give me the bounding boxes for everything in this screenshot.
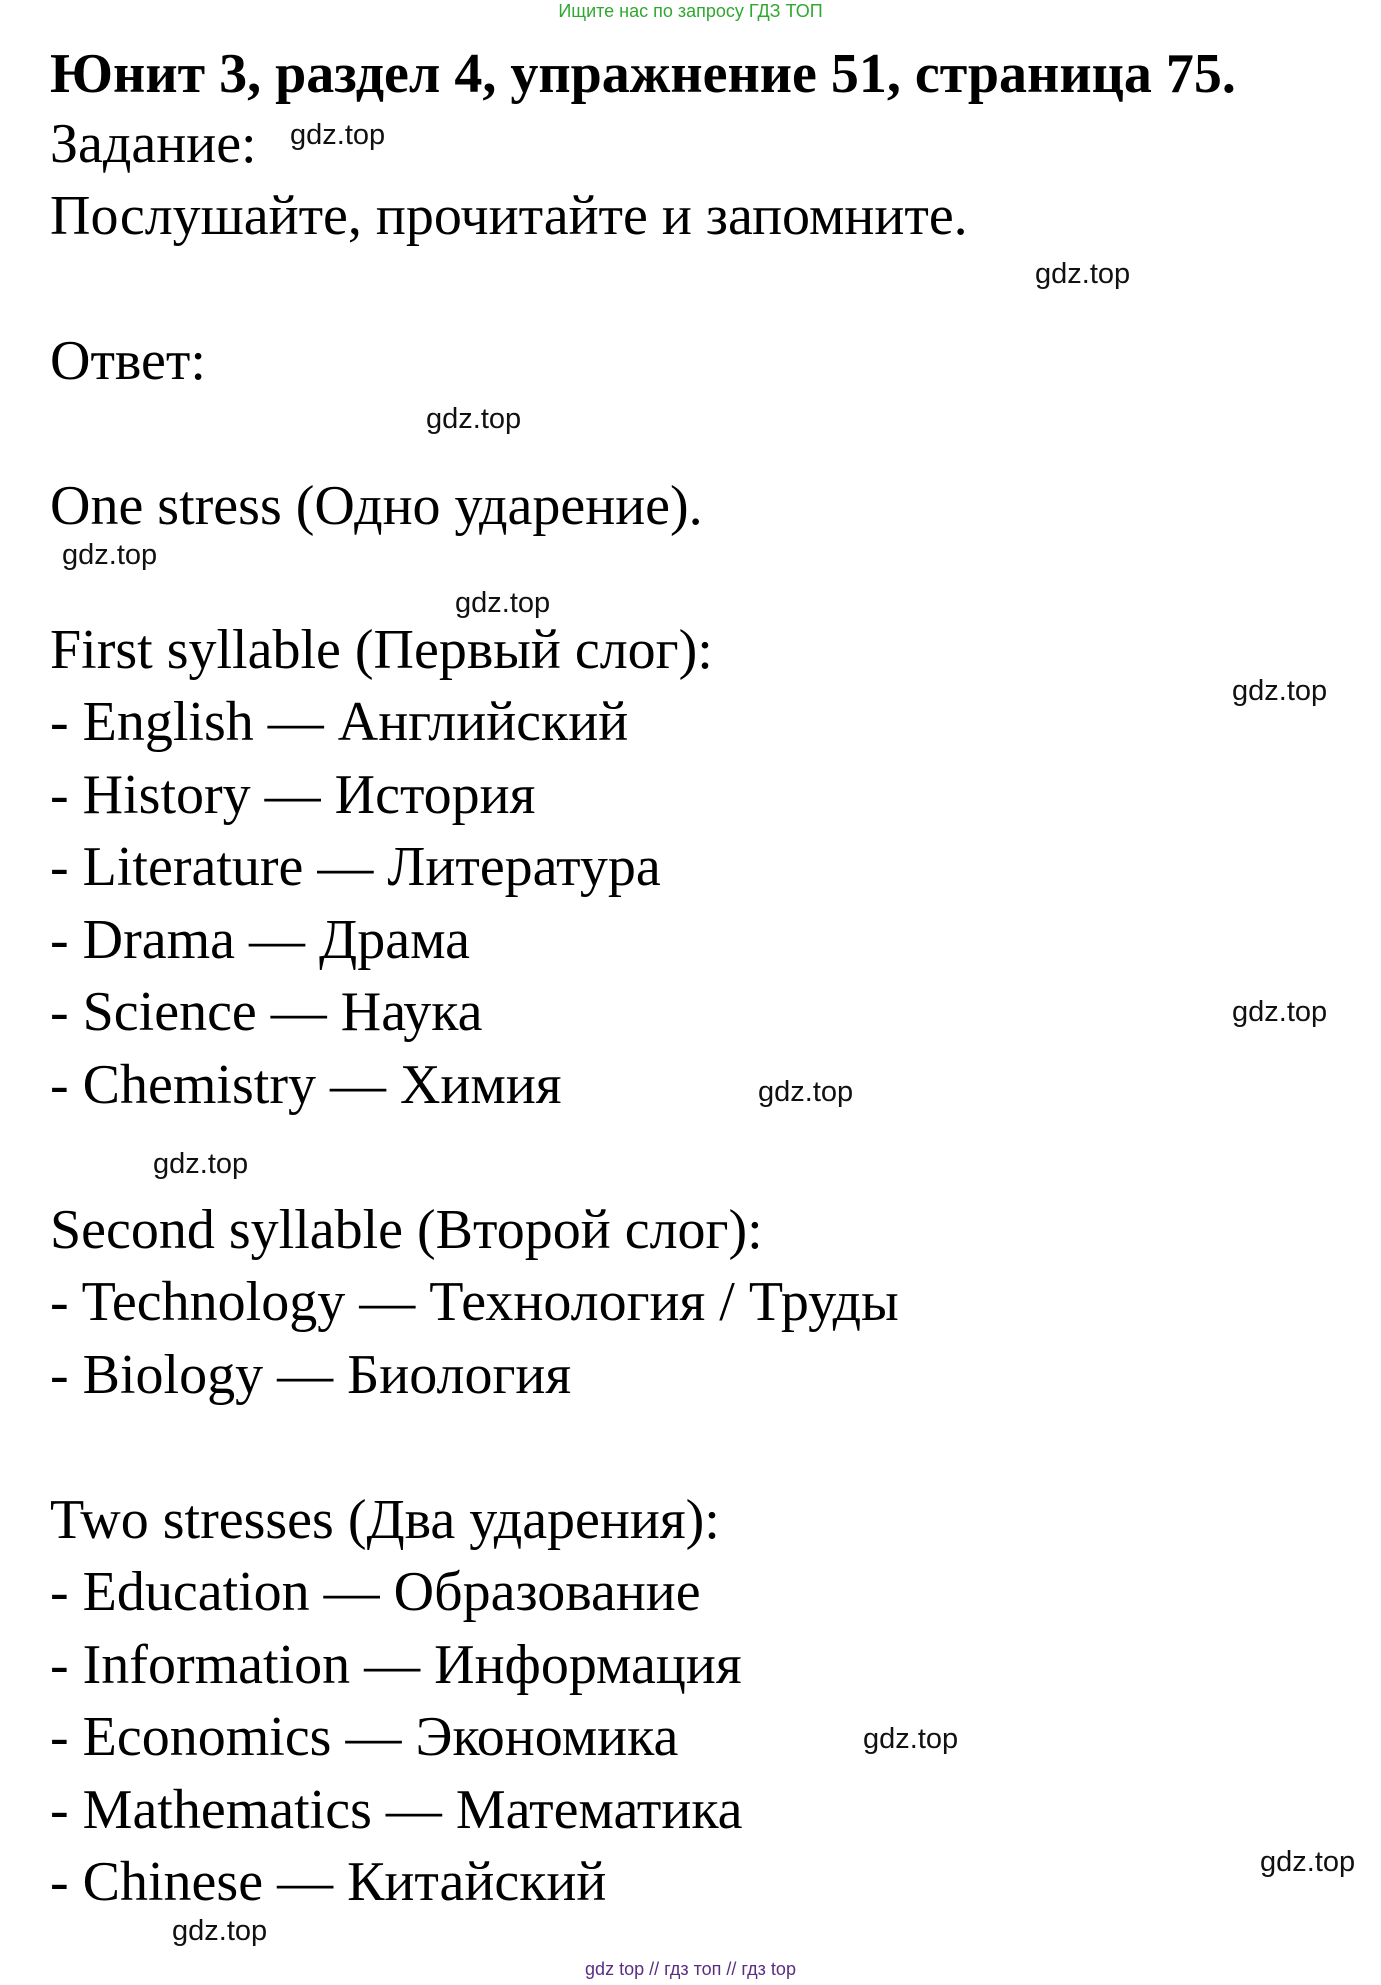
one-stress-heading: One stress (Одно ударение). (50, 475, 703, 537)
list-item: - Education — Образование (50, 1561, 701, 1623)
watermark: gdz.top (863, 1723, 959, 1755)
top-banner: Ищите нас по запросу ГДЗ ТОП (558, 1, 823, 21)
first-syllable-heading: First syllable (Первый слог): (50, 619, 713, 681)
watermark: gdz.top (1232, 996, 1328, 1028)
list-item: - Science — Наука (50, 981, 483, 1043)
watermark: gdz.top (455, 587, 551, 619)
page-title: Юнит 3, раздел 4, упражнение 51, страница 75. (50, 43, 1236, 105)
list-item: - History — История (50, 764, 536, 826)
watermark: gdz.top (290, 119, 386, 151)
second-syllable-heading: Second syllable (Второй слог): (50, 1199, 763, 1261)
task-text: Послушайте, прочитайте и запомните. (50, 185, 968, 247)
list-item: - Economics — Экономика (50, 1706, 679, 1768)
list-item: - Chinese — Китайский (50, 1851, 607, 1913)
list-item: - Literature — Литература (50, 836, 661, 898)
watermark: gdz.top (172, 1915, 268, 1947)
list-item: - Biology — Биология (50, 1344, 572, 1406)
watermark: gdz.top (1260, 1846, 1356, 1878)
list-item: - English — Английский (50, 691, 629, 753)
footer: gdz top // гдз топ // гдз top (585, 1959, 796, 1979)
watermark: gdz.top (758, 1076, 854, 1108)
watermark: gdz.top (1035, 258, 1131, 290)
watermark: gdz.top (1232, 675, 1328, 707)
list-item: - Technology — Технология / Труды (50, 1271, 899, 1333)
list-item: - Information — Информация (50, 1634, 742, 1696)
two-stresses-heading: Two stresses (Два ударения): (50, 1489, 720, 1551)
list-item: - Mathematics — Математика (50, 1779, 743, 1841)
list-item: - Chemistry — Химия (50, 1054, 562, 1116)
watermark: gdz.top (426, 403, 522, 435)
watermark: gdz.top (62, 539, 158, 571)
answer-label: Ответ: (50, 330, 206, 392)
task-label: Задание: (50, 113, 257, 175)
list-item: - Drama — Драма (50, 909, 470, 971)
watermark: gdz.top (153, 1148, 249, 1180)
